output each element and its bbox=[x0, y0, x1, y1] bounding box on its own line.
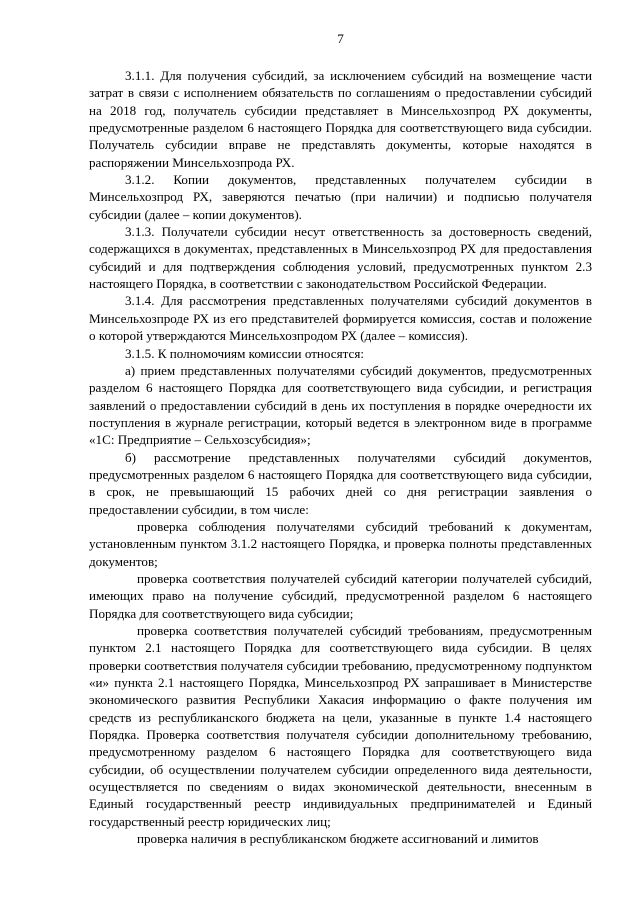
paragraph-check-documents: проверка соблюдения получателями субсидий требований к документам, установленным пунктом 3.1.2 настоящего Порядка, и проверка полноты представленных документов; bbox=[89, 518, 592, 569]
paragraph-3-1-1: 3.1.1. Для получения субсидий, за исключением субсидий на возмещение части затрат в связи с исполнением обязательств по соглашениям о предоставлении субсидий на 2018 год, получатель субсидии представляет в Минсельхозпрод РХ документы, предусмотренные разделом 6 настоящего Порядка для соответствующего вида субсидии. Получатель субсидии вправе не представлять документы, которые находятся в распоряжении Минсельхозпрода РХ. bbox=[89, 68, 592, 170]
paragraph-check-requirements: проверка соответствия получателей субсидий требованиям, предусмотренным пунктом 2.1 настоящего Порядка для соответствующего вида субсидии. В целях проверки соответствия получателя субсидии требованию, предусмотренному подпунктом «и» пункта 2.1 настоящего Порядка, Минсельхозпрод РХ запрашивает в Министерстве экономического развития Республики Хакасия информацию о факте получения им средств из республиканского бюджета на цели, указанные в пункте 1.4 настоящего Порядка. Проверка соответствия получателя субсидии дополнительному требованию, предусмотренному разделом 6 настоящего Порядка для соответствующего вида субсидии, об осуществлении получателем субсидии определенного вида деятельности, осуществляется по сведениям о видах экономической деятельности, внесенным в Единый государственный реестр индивидуальных предпринимателей и Единый государственный реестр юридических лиц; bbox=[89, 623, 592, 829]
document-page bbox=[89, 30, 592, 847]
paragraph-check-budget: проверка наличия в республиканском бюджете ассигнований и лимитов bbox=[137, 831, 539, 847]
paragraph-3-1-3: 3.1.3. Получатели субсидии несут ответственность за достоверность сведений, содержащихся в документах, представленных в Минсельхозпрод РХ для предоставления субсидий и для подтверждения соблюдения условий, предусмотренных пунктом 2.3 настоящего Порядка, в соответствии с законодательством Российской Федерации. bbox=[89, 224, 592, 292]
paragraph-3-1-4: 3.1.4. Для рассмотрения представленных получателями субсидий документов в Минсельхозпроде РХ из его представителей формируется комиссия, состав и положение о которой утверждаются Минсельхозпродом РХ (далее – комиссия). bbox=[89, 293, 592, 344]
paragraph-check-category: проверка соответствия получателей субсидий категории получателей субсидий, имеющих право на получение субсидий, предусмотренной разделом 6 настоящего Порядка для соответствующего вида субсидии; bbox=[89, 570, 592, 621]
page-number: 7 bbox=[337, 31, 344, 46]
paragraph-3-1-2: 3.1.2. Копии документов, представленных получателем субсидии в Минсельхозпрод РХ, заверяются печатью (при наличии) и подписью получателя субсидии (далее – копии документов). bbox=[89, 172, 592, 222]
paragraph-item-b: б) рассмотрение представленных получателями субсидий документов, предусмотренных разделом 6 настоящего Порядка для соответствующего вида субсидии, в срок, не превышающий 15 рабочих дней со дня регистрации заявления о предоставлении субсидии, в том числе: bbox=[89, 449, 592, 517]
paragraph-item-a: а) прием представленных получателями субсидий документов, предусмотренных разделом 6 настоящего Порядка для соответствующего вида субсидии, и регистрация заявлений о предоставлении субсидий в день их поступления в порядке очередности их поступления в журнале регистрации, который ведется в электронном виде в программе «1С: Предприятие – Сельхозсубсидия»; bbox=[89, 362, 592, 448]
paragraph-3-1-5: 3.1.5. К полномочиям комиссии относятся: bbox=[125, 345, 364, 361]
